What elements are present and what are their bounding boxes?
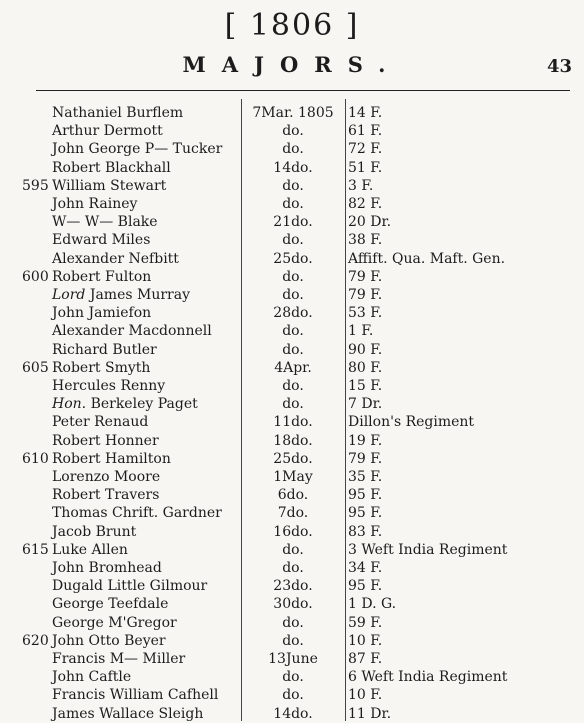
list-item bbox=[0, 322, 584, 340]
officer-name bbox=[52, 541, 128, 559]
commission-date: 21do. bbox=[273, 214, 313, 231]
officer-name bbox=[52, 377, 165, 395]
list-item bbox=[0, 304, 584, 322]
name-text: Luke Allen bbox=[52, 541, 128, 558]
commission-date: 14do. bbox=[273, 159, 313, 176]
commission-date: 25do. bbox=[273, 450, 313, 467]
list-item bbox=[0, 577, 584, 595]
regiment: 3 Weft India Regiment bbox=[348, 541, 508, 558]
list-item bbox=[0, 177, 584, 195]
name-text: Robert Blackhall bbox=[52, 159, 171, 176]
officer-name bbox=[52, 650, 185, 668]
officer-name bbox=[52, 559, 162, 577]
officer-name bbox=[52, 359, 150, 377]
list-item bbox=[0, 595, 584, 613]
regiment: 87 F. bbox=[348, 651, 383, 667]
officer-name bbox=[52, 686, 218, 704]
list-item bbox=[0, 632, 584, 650]
list-item bbox=[0, 432, 584, 450]
list-item bbox=[0, 614, 584, 632]
regiment: 83 F. bbox=[348, 523, 383, 540]
name-text: John Bromhead bbox=[52, 560, 162, 576]
officer-name bbox=[52, 486, 159, 504]
list-item bbox=[0, 231, 584, 249]
officer-name bbox=[52, 413, 148, 431]
list-item bbox=[0, 395, 584, 413]
regiment: 79 F. bbox=[348, 268, 383, 285]
name-text: Peter Renaud bbox=[52, 414, 149, 431]
commission-date: 23do. bbox=[273, 578, 313, 595]
officer-name bbox=[52, 341, 157, 359]
name-text: John George P— Tucker bbox=[52, 141, 223, 158]
name-text: William Stewart bbox=[52, 177, 167, 194]
regiment: 7 Dr. bbox=[348, 396, 383, 413]
name-text: Robert Smyth bbox=[52, 359, 151, 376]
name-text: Edward Miles bbox=[52, 232, 151, 249]
list-item bbox=[0, 468, 584, 486]
commission-date: 28do. bbox=[273, 305, 313, 322]
commission-date: do. bbox=[282, 268, 304, 285]
list-item bbox=[0, 450, 584, 468]
commission-date: do. bbox=[282, 287, 304, 303]
name-text: George Teefdale bbox=[52, 596, 169, 613]
entry-number: 605 bbox=[22, 359, 49, 376]
name-text: Dugald Little Gilmour bbox=[52, 578, 208, 595]
regiment: 61 F. bbox=[348, 123, 383, 140]
list-item bbox=[0, 559, 584, 577]
commission-date: do. bbox=[282, 323, 304, 340]
officer-name bbox=[52, 304, 151, 322]
commission-date: do. bbox=[282, 378, 304, 394]
regiment: 11 Dr. bbox=[348, 705, 392, 722]
list-item bbox=[0, 359, 584, 377]
officer-name bbox=[52, 195, 137, 213]
name-text: George M'Gregor bbox=[52, 614, 177, 631]
commission-date: do. bbox=[282, 396, 304, 413]
officer-name bbox=[52, 231, 150, 249]
entry-number: 595 bbox=[22, 177, 49, 194]
name-text: Alexander Nefbitt bbox=[52, 250, 179, 267]
name-text: Robert Honner bbox=[52, 432, 159, 449]
regiment: Dillon's Regiment bbox=[348, 414, 475, 431]
list-item bbox=[0, 705, 584, 723]
regiment: Affift. Qua. Maft. Gen. bbox=[348, 250, 506, 267]
list-item bbox=[0, 140, 584, 158]
commission-date: do. bbox=[282, 560, 304, 576]
officer-name bbox=[52, 213, 158, 231]
year-heading: [ 1806 ] bbox=[224, 8, 360, 43]
commission-date: 4Apr. bbox=[274, 359, 312, 376]
entry-number: 610 bbox=[22, 450, 49, 467]
regiment: 72 F. bbox=[348, 141, 383, 158]
name-text: John Otto Beyer bbox=[52, 632, 166, 649]
list-item bbox=[0, 413, 584, 431]
officer-name bbox=[52, 122, 163, 140]
regiment: 34 F. bbox=[348, 560, 383, 576]
list-item bbox=[0, 650, 584, 668]
commission-date: do. bbox=[282, 541, 304, 558]
list-item bbox=[0, 523, 584, 541]
list-item bbox=[0, 377, 584, 395]
officer-name bbox=[52, 322, 212, 340]
list-item bbox=[0, 286, 584, 304]
commission-date: do. bbox=[282, 177, 304, 194]
commission-date: 16do. bbox=[273, 523, 313, 540]
name-text: John Caftle bbox=[52, 669, 132, 686]
name-text: Arthur Dermott bbox=[52, 123, 163, 140]
list-item bbox=[0, 486, 584, 504]
regiment: 14 F. bbox=[348, 105, 383, 121]
commission-date: do. bbox=[282, 341, 304, 358]
commission-date: 18do. bbox=[273, 432, 313, 449]
entry-number: 615 bbox=[22, 541, 49, 558]
commission-date: 7Mar. 1805 bbox=[252, 105, 334, 121]
regiment: 95 F. bbox=[348, 487, 383, 504]
commission-date: 6do. bbox=[277, 487, 309, 504]
regiment: 82 F. bbox=[348, 196, 383, 212]
list-item bbox=[0, 341, 584, 359]
regiment: 10 F. bbox=[348, 632, 383, 649]
list-item bbox=[0, 159, 584, 177]
name-text: Richard Butler bbox=[52, 341, 157, 358]
officer-name bbox=[52, 705, 203, 723]
commission-date: 25do. bbox=[273, 250, 313, 267]
name-text: James Murray bbox=[89, 287, 190, 303]
list-item bbox=[0, 250, 584, 268]
name-text: Berkeley Paget bbox=[90, 396, 198, 413]
list-item bbox=[0, 213, 584, 231]
name-text: Lorenzo Moore bbox=[52, 469, 161, 485]
commission-date: 14do. bbox=[273, 705, 313, 722]
commission-date: 13June bbox=[268, 651, 318, 667]
commission-date: 7do. bbox=[277, 505, 309, 522]
officer-name bbox=[52, 286, 190, 304]
regiment: 53 F. bbox=[348, 305, 383, 322]
title-prefix: Hon. bbox=[52, 396, 87, 413]
name-text: Thomas Chrift. Gardner bbox=[52, 505, 222, 522]
officer-name bbox=[52, 468, 160, 486]
name-text: John Rainey bbox=[52, 196, 138, 212]
officer-name bbox=[52, 268, 151, 286]
name-text: W— W— Blake bbox=[52, 214, 158, 231]
name-text: Nathaniel Burflem bbox=[52, 105, 184, 121]
regiment: 20 Dr. bbox=[348, 214, 392, 231]
commission-date: do. bbox=[282, 141, 304, 158]
regiment: 35 F. bbox=[348, 469, 383, 485]
list-item bbox=[0, 268, 584, 286]
list-item bbox=[0, 104, 584, 122]
entry-number: 620 bbox=[22, 632, 49, 649]
commission-date: do. bbox=[282, 123, 304, 140]
officer-name bbox=[52, 632, 166, 650]
page-number: 43 bbox=[546, 56, 572, 77]
regiment: 80 F. bbox=[348, 359, 383, 376]
commission-date: do. bbox=[282, 669, 304, 686]
regiment: 95 F. bbox=[348, 578, 383, 595]
commission-date: do. bbox=[282, 614, 304, 631]
officer-name bbox=[52, 104, 183, 122]
officer-name bbox=[52, 668, 131, 686]
regiment: 19 F. bbox=[348, 432, 383, 449]
officer-name bbox=[52, 159, 171, 177]
name-text: Jacob Brunt bbox=[52, 523, 137, 540]
name-text: Francis William Cafhell bbox=[52, 687, 219, 704]
commission-date: 30do. bbox=[273, 596, 313, 613]
title-prefix: Lord bbox=[52, 287, 86, 303]
regiment: 38 F. bbox=[348, 232, 383, 249]
entry-number: 600 bbox=[22, 268, 49, 285]
list-item bbox=[0, 668, 584, 686]
commission-date: do. bbox=[282, 687, 304, 704]
name-text: Alexander Macdonnell bbox=[52, 323, 212, 340]
officer-name bbox=[52, 614, 177, 632]
officer-name bbox=[52, 395, 198, 413]
regiment: 90 F. bbox=[348, 341, 383, 358]
section-heading: MAJORS. bbox=[182, 52, 402, 77]
regiment: 10 F. bbox=[348, 687, 383, 704]
commission-date: 1May bbox=[273, 469, 313, 485]
commission-date: do. bbox=[282, 196, 304, 212]
regiment: 3 F. bbox=[348, 177, 374, 194]
list-item bbox=[0, 504, 584, 522]
officer-name bbox=[52, 140, 222, 158]
name-text: James Wallace Sleigh bbox=[52, 705, 204, 722]
regiment: 15 F. bbox=[348, 378, 383, 394]
name-text: Francis M— Miller bbox=[52, 651, 186, 667]
officer-name bbox=[52, 450, 171, 468]
commission-date: 11do. bbox=[273, 414, 313, 431]
name-text: John Jamiefon bbox=[52, 305, 152, 322]
name-text: Robert Hamilton bbox=[52, 450, 171, 467]
regiment: 59 F. bbox=[348, 614, 383, 631]
name-text: Robert Travers bbox=[52, 487, 160, 504]
regiment: 1 F. bbox=[348, 323, 374, 340]
officer-name bbox=[52, 523, 136, 541]
list-item bbox=[0, 541, 584, 559]
officer-name bbox=[52, 595, 168, 613]
officer-name bbox=[52, 504, 222, 522]
regiment: 79 F. bbox=[348, 450, 383, 467]
regiment: 51 F. bbox=[348, 159, 383, 176]
header-rule bbox=[36, 90, 570, 91]
regiment: 1 D. G. bbox=[348, 596, 397, 613]
commission-date: do. bbox=[282, 632, 304, 649]
regiment: 95 F. bbox=[348, 505, 383, 522]
officer-name bbox=[52, 250, 179, 268]
commission-date: do. bbox=[282, 232, 304, 249]
list-item bbox=[0, 122, 584, 140]
list-item bbox=[0, 195, 584, 213]
list-item bbox=[0, 686, 584, 704]
officer-name bbox=[52, 577, 207, 595]
regiment: 79 F. bbox=[348, 287, 383, 303]
name-text: Robert Fulton bbox=[52, 268, 152, 285]
officer-name bbox=[52, 432, 159, 450]
regiment: 6 Weft India Regiment bbox=[348, 669, 508, 686]
name-text: Hercules Renny bbox=[52, 378, 166, 394]
officer-name bbox=[52, 177, 166, 195]
